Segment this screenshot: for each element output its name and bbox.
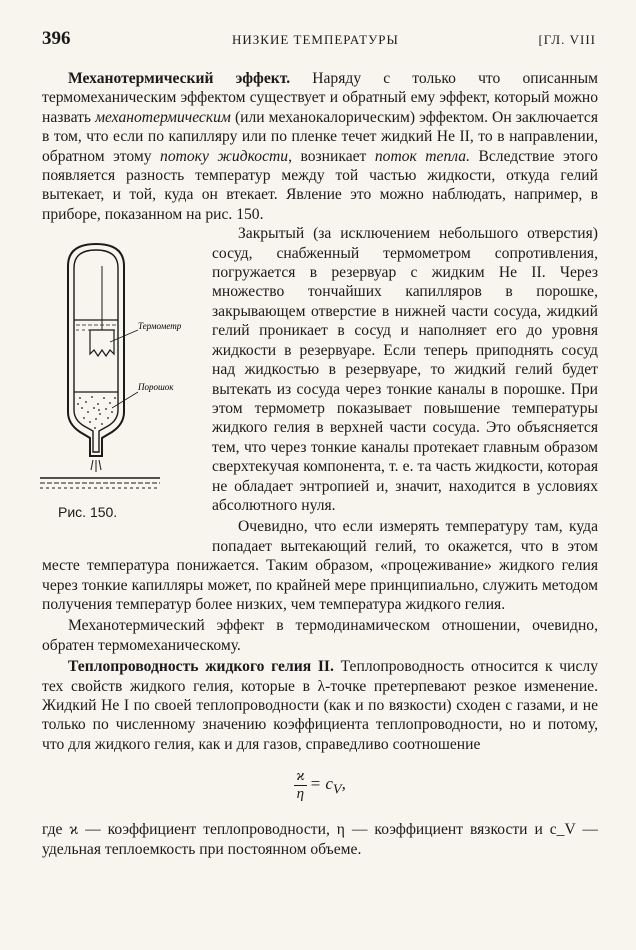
- formula-fraction: [294, 768, 306, 803]
- paragraph-temperature-lowering: Очевидно, что если измерять температуру там, куда попадает вытекающий гелий, то окажется, что в этом месте температура понижается. Таким образом, «процеживание» жидкого гелия через тонкие капилляры может, по крайней мере принципиально, служить методом получения температур более низких, чем температура жидкого гелия.: [42, 518, 598, 613]
- emphasis-term: механотермическим: [95, 108, 231, 126]
- page: [42, 26, 598, 859]
- text-segment: Теплопроводность относится к числу тех свойств жидкого гелия, которые в λ-точке претерпевают резкое изменение. Жидкий He I по своей теплопроводности (как и по вязкости) сходен с газами, и не только по численному значению коэффициента теплопроводности, но и потому, что для жидкого гелия, как и для газов, справедливо соотношение: [42, 658, 598, 753]
- emphasis-term: поток тепла.: [374, 147, 470, 165]
- paragraph-thermodynamic-note: Механотермический эффект в термодинамическом отношении, очевидно, обратен термомеханическому.: [42, 617, 598, 654]
- section-lead-thermal-conductivity: Теплопроводность жидкого гелия II.: [68, 658, 334, 676]
- figure-150: [38, 226, 210, 544]
- formula-rhs-text: = c: [309, 773, 333, 793]
- formula-denominator: η: [296, 786, 305, 803]
- running-header: [42, 26, 598, 52]
- vessel-outer-wall: [68, 244, 124, 456]
- label-powder: Порошок: [138, 382, 174, 393]
- chapter-label: [ГЛ. VIII: [538, 32, 596, 47]
- text-segment: Наряду с только что описанным термомеханическим эффектом существует и обратный ему эффект, который можно назвать: [42, 70, 598, 126]
- section-lead-mechanothermal: Механотермический эффект.: [68, 70, 291, 87]
- text-segment: (или механокалорическим) эффектом. Он заключается в том, что если по капилляру или по пленке течет жидкий He II, то в направлении, обратном этому: [42, 108, 598, 165]
- page-number: 396: [42, 28, 71, 49]
- text-segment: , возникает: [288, 147, 375, 165]
- thermometer-element: [90, 330, 114, 356]
- formula-subscript: V: [332, 780, 342, 797]
- figure-caption: Рис. 150.: [58, 504, 118, 521]
- paragraph-mechanothermal: [42, 69, 598, 224]
- vessel-diagram: [38, 226, 210, 544]
- paragraph-thermal-conductivity: [42, 657, 598, 754]
- formula-rhs: [310, 774, 346, 798]
- emphasis-term: потоку жидкости: [160, 147, 289, 165]
- drip-line: [99, 460, 101, 470]
- formula: [42, 768, 598, 808]
- formula-tail: ,: [341, 773, 346, 793]
- label-thermometer: Термометр: [138, 321, 182, 332]
- drip-line: [91, 460, 93, 470]
- text-segment: Вследствие этого появляется разность температур между той частью жидкости, откуда гелий вытекает, и той, куда он втекает. Явление это можно наблюдать, например, в приборе, показанном на рис. 150.: [42, 147, 598, 223]
- formula-numerator: ϰ: [296, 768, 305, 785]
- running-title: НИЗКИЕ ТЕМПЕРАТУРЫ: [232, 32, 399, 47]
- paragraph-closed-vessel: Закрытый (за исключением небольшого отверстия) сосуд, снабженный термометром сопротивления, погружается в резервуар с жидким He II. Через множество тончайших капилляров в порошке, закрывающем отверстие в нижней части сосуда, жидкий гелий проникает в сосуд и наполняет его до уровня жидкости в резервуаре. Если теперь приподнять сосуд над жидкостью в резервуаре, то жидкий гелий будет вытекать из сосуда через тонкие каналы в порошке. При этом термометр показывает повышение температуры жидкого гелия в верхней части сосуда. Это объясняется тем, что через тонкие каналы протекает главным образом сверхтекучая компонента, т. е. та часть жидкости, которая не обладает энтропией и, значит, находится в условиях абсолютного нуля.: [212, 225, 598, 514]
- paragraph-definitions: где ϰ — коэффициент теплопроводности, η — коэффициент вязкости и c_V — удельная теплоемкость при постоянном объеме.: [42, 821, 598, 858]
